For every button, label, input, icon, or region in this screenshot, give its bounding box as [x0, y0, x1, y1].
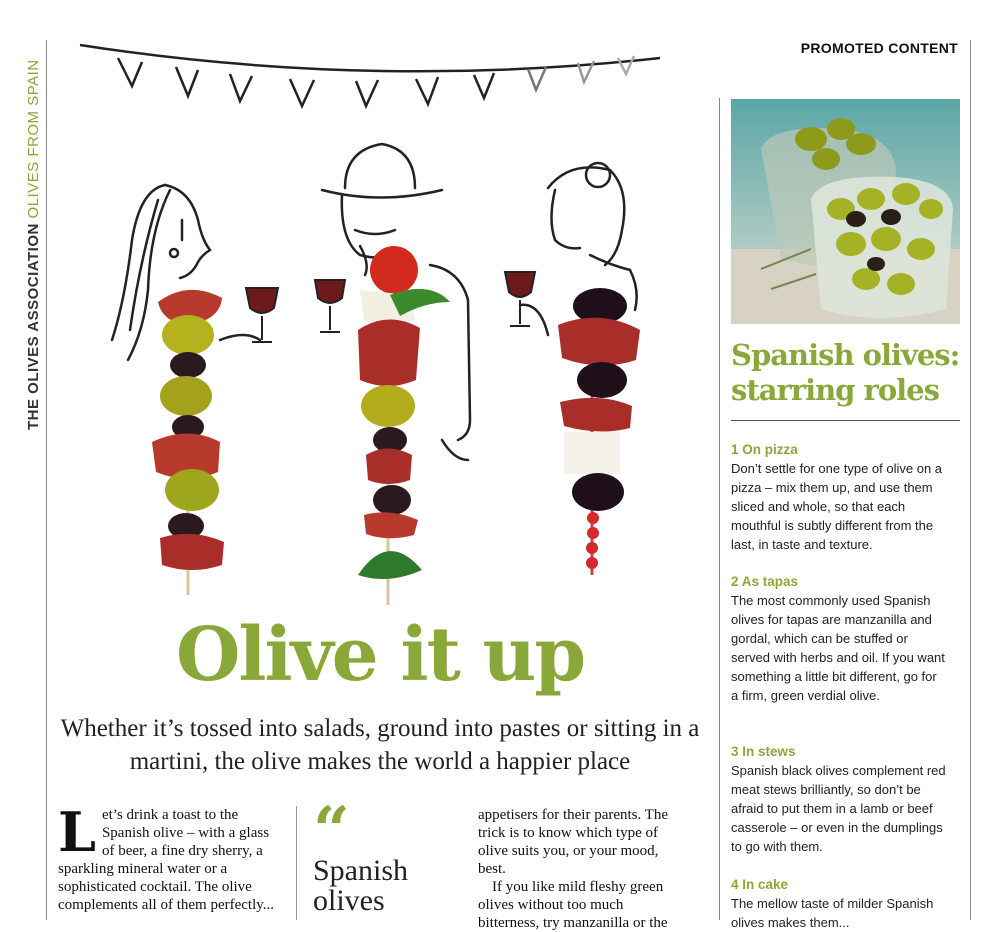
- wine-glass-right-icon: [505, 272, 535, 326]
- brand-olives-text: OLIVES FROM SPAIN: [25, 59, 42, 219]
- tip-item: [731, 441, 946, 554]
- tip-text: The most commonly used Spanish olives for tapas are manzanilla and gordal, which can be stuffed or served with herbs and oil. If you want something a little bit different, go for a firm, green verdial olive.: [731, 593, 945, 703]
- bunting-icon: [80, 45, 660, 106]
- tip-item: [731, 876, 946, 932]
- brand-side-label: [25, 59, 42, 430]
- tip-heading: 2 As tapas: [731, 574, 799, 589]
- column-divider: [296, 806, 297, 920]
- brand-association-text: THE OLIVES ASSOCIATION: [25, 223, 42, 430]
- sidebar-rule: [719, 98, 720, 920]
- wine-glass-left-icon: [246, 288, 278, 342]
- olive-jars-photo: [731, 99, 960, 324]
- promoted-content-label: PROMOTED CONTENT: [800, 40, 958, 56]
- tip-item: [731, 573, 946, 705]
- body-paragraph: If you like mild fleshy green olives without too much bitterness, try manzanilla or the: [478, 879, 668, 931]
- body-column-3: [478, 806, 688, 932]
- tip-heading: 4 In cake: [731, 877, 789, 892]
- sidebar-title-rule: [731, 420, 960, 421]
- headline: Olive it up: [175, 612, 585, 698]
- party-skewers-illustration: [70, 40, 690, 620]
- drop-cap: L: [58, 800, 96, 864]
- tip-item: [731, 743, 946, 856]
- wine-glass-middle-icon: [315, 280, 345, 332]
- sidebar-title: Spanish olives: starring roles: [731, 338, 960, 407]
- quote-mark-icon: “: [313, 793, 350, 868]
- body-column-1: [58, 800, 283, 914]
- tip-heading: 1 On pizza: [731, 442, 798, 457]
- pull-quote: [313, 793, 453, 917]
- skewer-middle-icon: [358, 246, 450, 605]
- body-paragraph: appetisers for their parents. The trick is to know which type of olive suits you, or your mood, best.: [478, 807, 669, 877]
- skewer-left-icon: [152, 290, 224, 595]
- right-margin-rule: [970, 40, 971, 920]
- standfirst: Whether it’s tossed into salads, ground into pastes or sitting in a martini, the olive makes the world a happier place: [60, 715, 700, 775]
- tip-heading: 3 In stews: [731, 744, 796, 759]
- pull-quote-text: Spanish olives: [313, 854, 409, 917]
- body-intro-text: et’s drink a toast to the Spanish olive – with a glass of beer, a fine dry sherry, a sparkling mineral water or a sophisticated cocktail. The olive complements all of them perfectly...: [58, 807, 275, 913]
- skewer-right-icon: [558, 288, 640, 575]
- tip-text: Spanish black olives complement red meat stews brilliantly, so don’t be afraid to put them in a lamb or beef casserole – or even in the dumplings to go with them.: [731, 763, 946, 854]
- left-margin-rule: [46, 40, 47, 920]
- tip-text: The mellow taste of milder Spanish olives makes them...: [731, 896, 934, 930]
- tip-text: Don’t settle for one type of olive on a pizza – mix them up, and use them sliced and whole, so that each mouthful is subtly different from the last, in taste and texture.: [731, 461, 943, 552]
